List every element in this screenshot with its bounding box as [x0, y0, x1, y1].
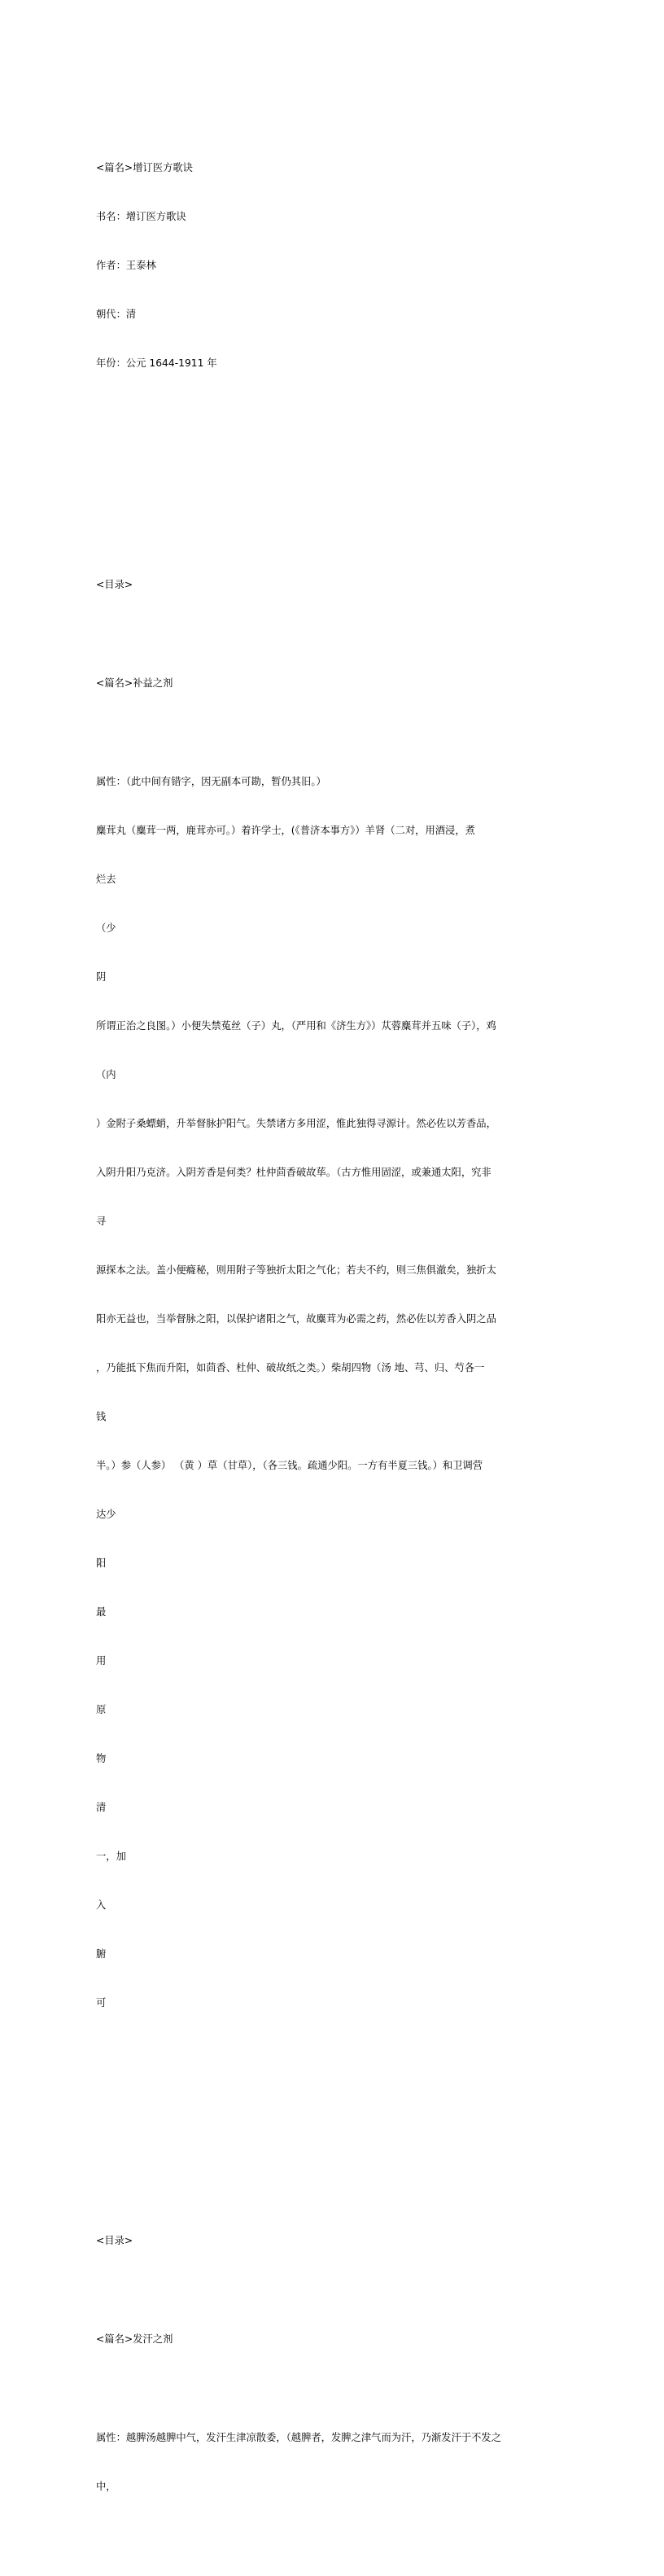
section-title-fahan: <篇名>发汗之剂: [96, 2333, 173, 2345]
section-title-buyi: <篇名>补益之剂: [96, 677, 173, 689]
toc-gap: [96, 625, 586, 642]
section-title-gap: [96, 2380, 586, 2397]
body-line: 寻: [96, 1216, 107, 1227]
header-section-gap: [96, 453, 586, 495]
body-line: 一，加: [96, 1851, 126, 1862]
body-line: 入阴升阳乃克济。入阴芳香是何类？杜仲茴香破故荜。（古方惟用固涩，或兼通太阳，究非: [96, 1167, 491, 1178]
body-line: 最: [96, 1606, 107, 1618]
body-line: 用: [96, 1655, 107, 1667]
body-line: 阳亦无益也，当举督脉之阳，以保护诸阳之气，故麋茸为必需之药，然必佐以芳香入阴之品: [96, 1313, 496, 1325]
body-line: （内: [96, 1069, 116, 1080]
body-line: 中，: [96, 2481, 116, 2492]
body-line: （少: [96, 922, 116, 934]
body-line: 属性：（此中间有错字，因无副本可勘，暂仍其旧。）: [96, 776, 326, 787]
body-line: 麋茸丸（麋茸一两，鹿茸亦可。）着许学士，(《普济本事方》）羊肾（二对，用酒浸，煮: [96, 825, 475, 836]
body-line: ）金附子桑螵蛸，升举督脉护阳气。失禁诸方多用涩，惟此独得寻源计。然必佐以芳香品，: [96, 1118, 496, 1129]
body-line: 达少: [96, 1509, 116, 1520]
document-header: [96, 127, 586, 404]
section-break-gap: [96, 2092, 586, 2151]
header-book-title: 书名：增订医方歌诀: [96, 211, 186, 222]
body-line: 清: [96, 1802, 107, 1813]
body-line: 阳: [96, 1557, 107, 1569]
section-title-gap: [96, 724, 586, 741]
body-line: 所谓正治之良图。）小便失禁菟丝（子）丸，（严用和《济生方》）苁蓉麋茸并五味（子），鸡: [96, 1020, 496, 1032]
toc-gap: [96, 2281, 586, 2298]
body-line: 物: [96, 1753, 107, 1764]
header-year: 年份：公元 1644-1911 年: [96, 357, 217, 369]
section-buyi: [96, 544, 586, 2044]
toc-marker: <目录>: [96, 2235, 133, 2246]
body-line: 属性：越脾汤越脾中气，发汗生津凉散委，（越脾者，发脾之津气而为汗，乃渐发汗于不发之: [96, 2432, 502, 2443]
body-line: 入: [96, 1899, 107, 1911]
body-line: 原: [96, 1704, 107, 1715]
header-author: 作者：王泰林: [96, 260, 156, 271]
body-line: 腑: [96, 1948, 107, 1960]
toc-marker: <目录>: [96, 579, 133, 590]
body-line: 源探本之法。盖小便癃秘，则用附子等独折太阳之气化；若夫不约，则三焦俱澈矣，独折太: [96, 1264, 496, 1276]
body-line: 可: [96, 1997, 107, 2009]
body-line: 烂去: [96, 874, 116, 885]
body-line: 半。）参（人参） （黄 ）草（甘草），（各三钱。疏通少阳。一方有半夏三钱。）和卫调营: [96, 1460, 483, 1471]
header-dynasty: 朝代：清: [96, 309, 137, 320]
body-line: 阴: [96, 971, 107, 983]
header-tag-line: <篇名>增订医方歌诀: [96, 162, 193, 173]
body-line: 钱: [96, 1411, 107, 1422]
document-body: [96, 78, 586, 2576]
section-fahan: [96, 2200, 586, 2527]
body-line: ，乃能抵下焦而升阳，如茴香、杜仲、破故纸之类。）柴胡四物（汤 地、芎、归、芍各一: [96, 1362, 485, 1373]
